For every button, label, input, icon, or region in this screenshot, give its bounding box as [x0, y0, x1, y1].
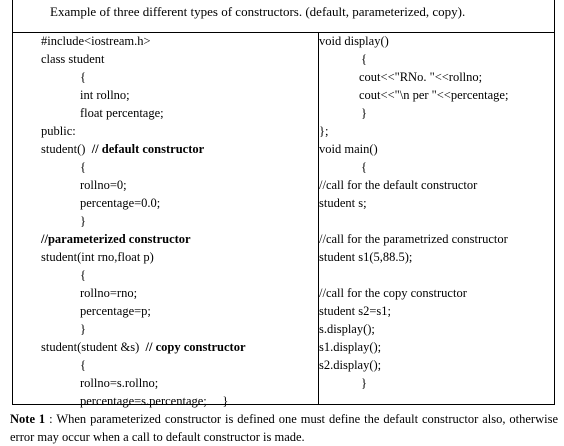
code-text: //parameterized constructor: [41, 232, 191, 246]
code-line: };: [319, 124, 329, 138]
code-text: percentage=p;: [80, 304, 151, 318]
code-line: [80, 195, 160, 211]
code-line: [80, 105, 164, 121]
code-line: [41, 33, 151, 49]
code-line: [80, 177, 127, 193]
code-line: [41, 141, 204, 157]
code-line: [41, 339, 246, 355]
code-line: [80, 213, 86, 229]
code-line: void display(): [319, 34, 389, 48]
code-line: //call for the parametrized constructor: [319, 232, 508, 246]
code-text: float percentage;: [80, 106, 164, 120]
code-line: }: [361, 376, 367, 390]
code-text: {: [80, 70, 86, 84]
code-text: public:: [41, 124, 76, 138]
code-text: {: [80, 358, 86, 372]
code-line: student s1(5,88.5);: [319, 250, 413, 264]
code-line: [80, 267, 86, 283]
table-title-row: [13, 0, 554, 33]
footnote: [10, 410, 558, 446]
code-line: s1.display();: [319, 340, 382, 354]
code-comment: // default constructor: [85, 142, 205, 156]
code-text: rollno=0;: [80, 178, 127, 192]
note-label: Note 1: [10, 412, 46, 426]
code-text: percentage=s.percentage;: [80, 394, 207, 408]
code-text: percentage=0.0;: [80, 196, 161, 210]
code-line: //call for the default constructor: [319, 178, 478, 192]
code-line: [80, 321, 86, 337]
code-line: [41, 231, 191, 247]
code-text: int rollno;: [80, 88, 130, 102]
code-line: {: [361, 160, 367, 174]
code-text: student(student &s): [41, 340, 140, 354]
code-text: student(): [41, 142, 86, 156]
code-line: {: [361, 52, 367, 66]
code-text: {: [80, 160, 86, 174]
code-line: [41, 51, 105, 67]
code-line: cout<<"\n per "<<percentage;: [359, 88, 509, 102]
code-line: }: [361, 106, 367, 120]
code-line: [80, 375, 158, 391]
code-trailing-brace: }: [206, 394, 229, 408]
code-comment: // copy constructor: [139, 340, 246, 354]
code-line: [80, 159, 86, 175]
code-text: class student: [41, 52, 105, 66]
code-line: cout<<"RNo. "<<rollno;: [359, 70, 483, 84]
code-text: rollno=rno;: [80, 286, 138, 300]
code-line: //call for the copy constructor: [319, 286, 467, 300]
code-text: rollno=s.rollno;: [80, 376, 159, 390]
code-line: [41, 249, 154, 265]
code-text: student(int rno,float p): [41, 250, 154, 264]
code-line: [80, 285, 137, 301]
code-line: [80, 357, 86, 373]
code-line: [41, 123, 76, 139]
code-line: s.display();: [319, 322, 375, 336]
code-line: [80, 303, 151, 319]
code-text: #include<iostream.h>: [41, 34, 151, 48]
code-text: }: [80, 214, 86, 228]
code-table: [12, 0, 555, 408]
code-line: [80, 393, 228, 409]
code-line: void main(): [319, 142, 378, 156]
table-title: Example of three different types of constructors. (default, parameterized, copy).: [50, 4, 466, 19]
code-text: }: [80, 322, 86, 336]
code-line: student s;: [319, 196, 367, 210]
code-line: [80, 69, 86, 85]
code-line: s2.display();: [319, 358, 382, 372]
code-line: [80, 87, 130, 103]
code-line: student s2=s1;: [319, 304, 391, 318]
note-text: : When parameterized constructor is defined one must define the default constructor also, otherwise error may occur when a call to default constructor is made.: [10, 412, 558, 444]
code-text: {: [80, 268, 86, 282]
